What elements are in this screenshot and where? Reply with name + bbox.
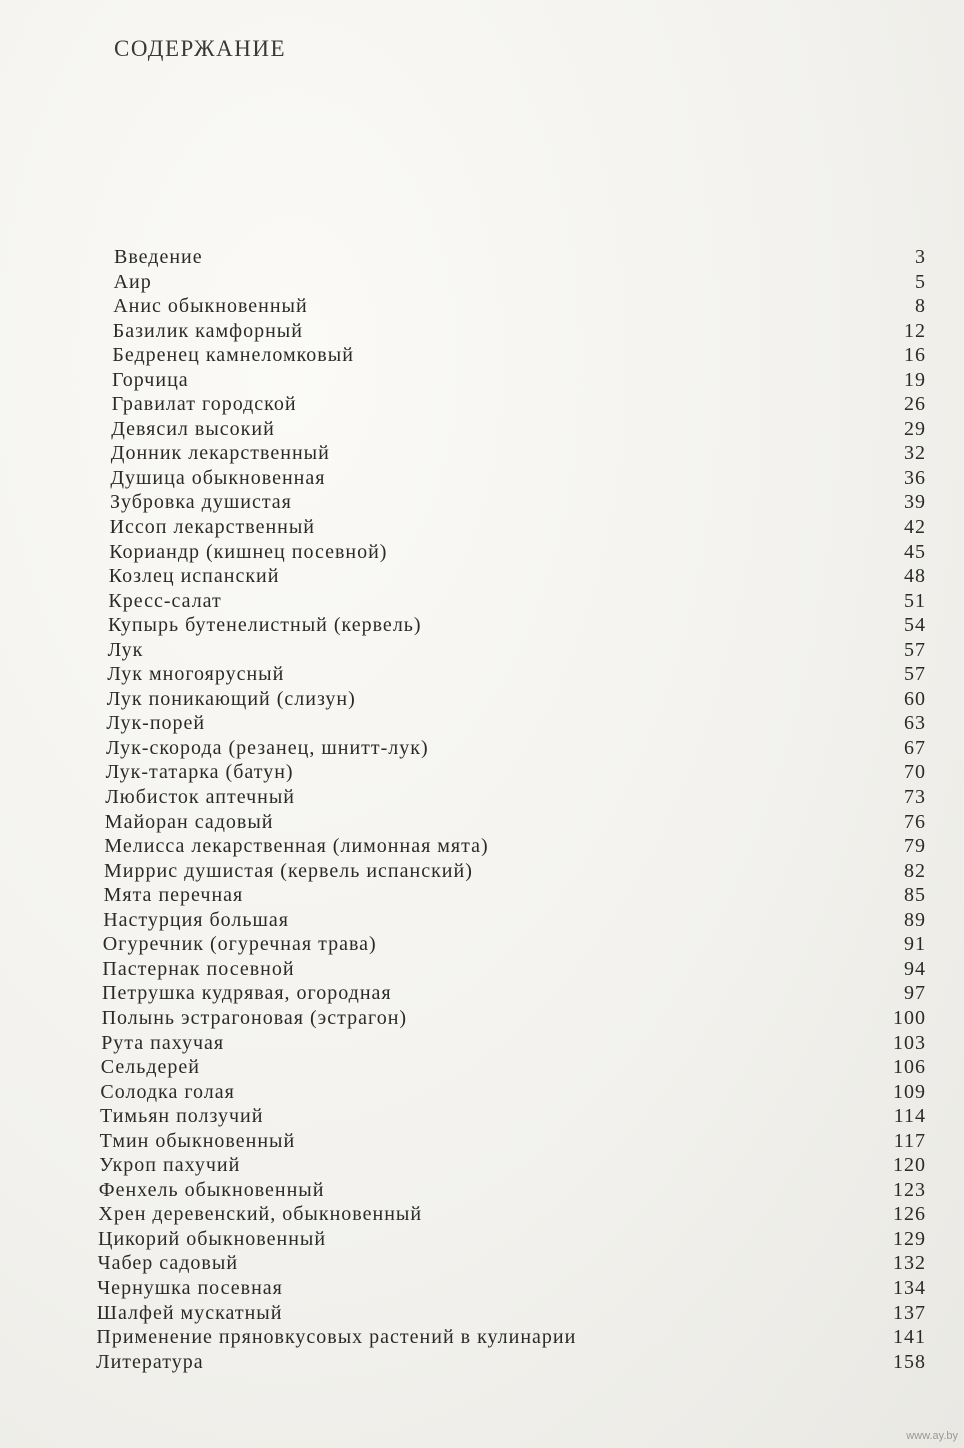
toc-entry-page-number: 79 xyxy=(904,835,926,858)
toc-entry-title: Гравилат городской xyxy=(111,393,297,416)
toc-entry-page-number: 70 xyxy=(904,761,926,784)
toc-entry-title: Цикорий обыкновенный xyxy=(98,1227,327,1250)
toc-entry-page-number: 94 xyxy=(904,957,926,980)
toc-entry-title: Пастернак посевной xyxy=(102,957,295,980)
toc-entry xyxy=(0,1105,964,1130)
toc-entry-page-number: 45 xyxy=(904,540,926,563)
toc-entry-page-number: 54 xyxy=(904,614,926,637)
toc-entry-page-number: 3 xyxy=(915,246,926,268)
toc-entry-title: Сельдерей xyxy=(100,1056,200,1079)
toc-entry-page-number: 57 xyxy=(904,663,926,686)
toc-entry-title: Лук поникающий (слизун) xyxy=(106,687,356,710)
toc-entry-page-number: 82 xyxy=(904,859,926,882)
toc-entry xyxy=(0,1228,964,1253)
toc-entry-title: Козлец испанский xyxy=(108,565,280,588)
toc-entry xyxy=(0,884,964,909)
toc-entry xyxy=(0,1351,964,1376)
toc-entry xyxy=(0,786,964,811)
toc-entry-title: Лук xyxy=(107,638,144,661)
toc-entry xyxy=(0,246,964,271)
toc-entry-page-number: 109 xyxy=(893,1080,926,1103)
toc-entry-page-number: 5 xyxy=(915,270,926,293)
toc-entry-page-number: 48 xyxy=(904,565,926,588)
toc-entry-title: Огуречник (огуречная трава) xyxy=(102,933,377,956)
toc-entry-title: Любисток аптечный xyxy=(105,786,295,809)
toc-entry-title: Зубровка душистая xyxy=(110,491,292,514)
toc-entry-title: Аир xyxy=(113,270,152,293)
toc-entry xyxy=(0,541,964,566)
toc-entry-title: Применение пряновкусовых растений в кулинарии xyxy=(96,1326,577,1349)
toc-entry-page-number: 51 xyxy=(904,589,926,612)
toc-entry-title: Чернушка посевная xyxy=(97,1276,283,1299)
toc-entry-title: Девясил высокий xyxy=(111,417,275,440)
toc-entry-page-number: 114 xyxy=(893,1105,926,1128)
toc-entry-page-number: 63 xyxy=(904,712,926,735)
toc-entry-title: Иссоп лекарственный xyxy=(109,516,316,539)
toc-entry-title: Горчица xyxy=(112,368,189,391)
toc-entry xyxy=(0,737,964,762)
toc-entry-title: Лук-татарка (батун) xyxy=(105,761,294,784)
toc-entry-title: Базилик камфорный xyxy=(112,319,303,342)
toc-entry-title: Полынь эстрагоновая (эстрагон) xyxy=(101,1006,408,1029)
toc-entry xyxy=(0,860,964,885)
toc-entry-title: Донник лекарственный xyxy=(110,442,330,465)
toc-entry-title: Лук-порей xyxy=(106,712,206,735)
toc-entry xyxy=(0,442,964,467)
toc-entry-page-number: 29 xyxy=(904,417,926,440)
toc-entry xyxy=(0,320,964,345)
toc-entry xyxy=(0,761,964,786)
toc-entry xyxy=(0,1130,964,1155)
toc-entry xyxy=(0,688,964,713)
toc-entry-title: Введение xyxy=(114,246,203,268)
toc-entry xyxy=(0,1252,964,1277)
toc-entry-title: Настурция большая xyxy=(103,908,289,931)
toc-entry xyxy=(0,811,964,836)
toc-entry-title: Солодка голая xyxy=(100,1080,235,1103)
toc-entry-title: Фенхель обыкновенный xyxy=(98,1178,325,1201)
toc-entry-title: Шалфей мускатный xyxy=(96,1301,283,1324)
toc-entry-page-number: 12 xyxy=(904,319,926,342)
toc-entry xyxy=(0,418,964,443)
toc-entry-title: Лук многоярусный xyxy=(107,663,285,686)
toc-entry-title: Бедренец камнеломковый xyxy=(112,344,354,367)
toc-entry-title: Мелисса лекарственная (лимонная мята) xyxy=(104,835,489,858)
toc-entry xyxy=(0,982,964,1007)
toc-entry-title: Анис обыкновенный xyxy=(113,295,308,318)
toc-entry-page-number: 123 xyxy=(893,1178,926,1201)
toc-entry-page-number: 39 xyxy=(904,491,926,514)
toc-entry-page-number: 19 xyxy=(904,368,926,391)
toc-entry-page-number: 141 xyxy=(893,1326,926,1349)
toc-entry xyxy=(0,590,964,615)
toc-entry-page-number: 42 xyxy=(904,516,926,539)
toc-entry xyxy=(0,344,964,369)
toc-entry xyxy=(0,1326,964,1351)
toc-entry xyxy=(0,271,964,296)
toc-entry-page-number: 36 xyxy=(904,466,926,489)
toc-entry-title: Хрен деревенский, обыкновенный xyxy=(98,1203,423,1226)
toc-entry xyxy=(0,1277,964,1302)
toc-entry-page-number: 100 xyxy=(893,1006,926,1029)
toc-entry-title: Кориандр (кишнец посевной) xyxy=(109,540,388,563)
toc-entry xyxy=(0,614,964,639)
toc-entry-title: Литература xyxy=(96,1350,204,1373)
toc-entry xyxy=(0,1154,964,1179)
toc-entry xyxy=(0,393,964,418)
toc-entry-page-number: 106 xyxy=(893,1056,926,1079)
toc-entry-title: Купырь бутенелистный (кервель) xyxy=(108,614,422,637)
page-title: СОДЕРЖАНИЕ xyxy=(114,36,287,61)
toc-entry-page-number: 76 xyxy=(904,810,926,833)
toc-entry xyxy=(0,1081,964,1106)
toc-entry-page-number: 85 xyxy=(904,884,926,907)
toc-entry xyxy=(0,1302,964,1327)
toc-entry-page-number: 158 xyxy=(893,1350,926,1373)
toc-entry xyxy=(0,1179,964,1204)
toc-entry-page-number: 137 xyxy=(893,1301,926,1324)
toc-entry-page-number: 97 xyxy=(904,982,926,1005)
toc-entry-title: Рута пахучая xyxy=(101,1031,225,1054)
toc-entry xyxy=(0,369,964,394)
toc-entry-page-number: 57 xyxy=(904,638,926,661)
toc-entry-title: Майоран садовый xyxy=(104,810,274,833)
toc-entry xyxy=(0,491,964,516)
toc-entry-page-number: 103 xyxy=(893,1031,926,1054)
table-of-contents xyxy=(0,246,964,1375)
toc-entry xyxy=(0,958,964,983)
toc-entry-page-number: 134 xyxy=(893,1276,926,1299)
toc-entry xyxy=(0,1007,964,1032)
toc-entry-title: Чабер садовый xyxy=(97,1252,239,1275)
toc-entry-title: Тимьян ползучий xyxy=(100,1105,264,1128)
toc-entry-title: Миррис душистая (кервель испанский) xyxy=(104,859,473,882)
toc-entry xyxy=(0,663,964,688)
toc-entry-page-number: 60 xyxy=(904,687,926,710)
toc-entry-title: Лук-скорода (резанец, шнитт-лук) xyxy=(106,736,429,759)
toc-entry xyxy=(0,712,964,737)
toc-entry xyxy=(0,295,964,320)
toc-entry-page-number: 120 xyxy=(893,1154,926,1177)
toc-entry-page-number: 26 xyxy=(904,393,926,416)
toc-entry xyxy=(0,835,964,860)
toc-entry xyxy=(0,1056,964,1081)
toc-entry-page-number: 16 xyxy=(904,344,926,367)
toc-entry-title: Душица обыкновенная xyxy=(110,466,326,489)
toc-entry-page-number: 132 xyxy=(893,1252,926,1275)
toc-entry-page-number: 117 xyxy=(893,1129,926,1152)
toc-entry xyxy=(0,909,964,934)
toc-entry-title: Кресс-салат xyxy=(108,589,222,612)
toc-entry xyxy=(0,467,964,492)
toc-entry-title: Тмин обыкновенный xyxy=(99,1129,296,1152)
toc-entry-page-number: 73 xyxy=(904,786,926,809)
toc-entry xyxy=(0,516,964,541)
toc-entry-page-number: 126 xyxy=(893,1203,926,1226)
toc-entry-page-number: 8 xyxy=(915,295,926,318)
toc-entry xyxy=(0,639,964,664)
toc-entry-title: Укроп пахучий xyxy=(99,1154,241,1177)
toc-entry xyxy=(0,565,964,590)
toc-entry-page-number: 129 xyxy=(893,1227,926,1250)
toc-entry-page-number: 67 xyxy=(904,736,926,759)
toc-entry-page-number: 32 xyxy=(904,442,926,465)
toc-entry xyxy=(0,933,964,958)
toc-entry xyxy=(0,1032,964,1057)
toc-entry-page-number: 89 xyxy=(904,908,926,931)
toc-entry-title: Мята перечная xyxy=(103,884,244,907)
toc-entry-title: Петрушка кудрявая, огородная xyxy=(102,982,392,1005)
toc-entry xyxy=(0,1203,964,1228)
toc-entry-page-number: 91 xyxy=(904,933,926,956)
watermark: www.ay.by xyxy=(906,1430,958,1442)
